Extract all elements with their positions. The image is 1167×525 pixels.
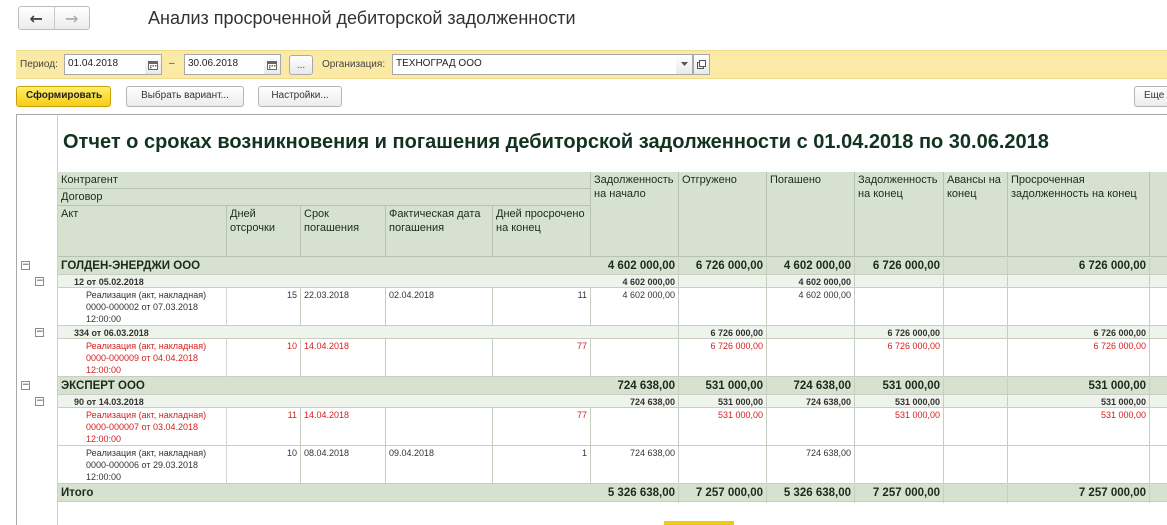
organization-open-button[interactable] [693,54,710,75]
cell-overdue-days: 11 [493,288,591,326]
cell-act: ГОЛДЕН-ЭНЕРДЖИ ООО [61,260,201,272]
period-label: Период: [20,59,58,70]
table-row-contract[interactable] [17,326,1167,339]
header-actual-date: Фактическая дата погашения [386,206,493,257]
cell-debt-end: 6 726 000,00 [855,339,944,377]
choose-variant-button[interactable]: Выбрать вариант... [126,86,244,107]
cell-due-date: 14.04.2018 [301,408,386,446]
table-row[interactable] [17,446,1167,484]
cell-shipped: 7 257 000,00 [679,485,767,503]
header-contractor: Контрагент [58,172,591,189]
cell-overdue-end: 6 726 000,00 [1008,339,1150,377]
navigation-buttons [18,6,90,30]
cell-debt-end: 531 000,00 [855,395,944,408]
organization-field[interactable]: ТЕХНОГРАД ООО [392,54,678,75]
cell-paid: 5 326 638,00 [767,485,855,503]
header-paid: Погашено [767,172,855,257]
cell-act: 334 от 06.03.2018 [74,328,149,338]
header-filler [1150,172,1167,257]
period-select-button[interactable]: ... [289,55,313,75]
cell-debt-end: 6 726 000,00 [855,258,944,276]
cell-act: 90 от 14.03.2018 [74,397,144,407]
cell-overdue-end: 7 257 000,00 [1008,485,1150,503]
header-advances-end: Авансы на конец [944,172,1008,257]
header-contract: Договор [58,189,591,206]
table-row[interactable] [17,408,1167,446]
cell-shipped [679,288,767,326]
open-window-icon [697,60,706,69]
cell-due-date: 22.03.2018 [301,288,386,326]
cell-shipped: 6 726 000,00 [679,339,767,377]
cell-actual-date [386,339,493,377]
cell-debt-start: 4 602 000,00 [591,258,679,276]
filter-panel [16,50,1167,79]
cell-advances-end [944,485,1008,503]
date-to-calendar-button[interactable] [264,54,281,75]
collapse-icon[interactable]: − [22,260,30,270]
cell-shipped [679,275,767,288]
cell-debt-start: 724 638,00 [591,378,679,396]
scroll-indicator [664,521,734,525]
cell-overdue-days: 77 [493,408,591,446]
cell-paid: 4 602 000,00 [767,288,855,326]
arrow-left-icon: ← [29,8,43,28]
cell-deferral-days: 15 [227,288,301,326]
cell-act: Реализация (акт, накладная) 0000-000002 от 07.03.2018 12:00:00 [83,288,227,326]
forward-button[interactable] [55,7,90,29]
cell-overdue-days: 77 [493,339,591,377]
date-separator: – [169,58,175,69]
cell-debt-end [855,446,944,484]
cell-overdue-end [1008,275,1150,288]
cell-debt-end: 531 000,00 [855,408,944,446]
header-debt-end: Задолженность на конец [855,172,944,257]
header-shipped: Отгружено [679,172,767,257]
cell-paid: 724 638,00 [767,395,855,408]
cell-advances-end [944,326,1008,339]
cell-paid: 4 602 000,00 [767,258,855,276]
cell-debt-start: 724 638,00 [591,395,679,408]
cell-shipped: 531 000,00 [679,395,767,408]
cell-advances-end [944,275,1008,288]
cell-shipped [679,446,767,484]
cell-advances-end [944,288,1008,326]
cell-debt-start: 4 602 000,00 [591,275,679,288]
cell-overdue-end: 6 726 000,00 [1008,326,1150,339]
cell-overdue-end: 6 726 000,00 [1008,258,1150,276]
cell-debt-end [855,275,944,288]
more-button[interactable]: Еще [1134,86,1167,107]
cell-paid: 4 602 000,00 [767,275,855,288]
collapse-icon[interactable]: − [36,327,44,337]
date-to-field[interactable]: 30.06.2018 [184,54,268,75]
chevron-down-icon [681,62,688,67]
cell-debt-end [855,288,944,326]
cell-debt-start [591,339,679,377]
title-bar [0,0,1167,42]
cell-overdue-end: 531 000,00 [1008,395,1150,408]
collapse-icon[interactable]: − [36,276,44,286]
cell-due-date: 08.04.2018 [301,446,386,484]
header-deferral-days: Дней отсрочки [227,206,301,257]
cell-paid: 724 638,00 [767,446,855,484]
cell-advances-end [944,395,1008,408]
header-due-date: Срок погашения [301,206,386,257]
cell-deferral-days: 11 [227,408,301,446]
collapse-icon[interactable]: − [36,396,44,406]
table-row[interactable] [17,339,1167,377]
cell-debt-start: 5 326 638,00 [591,485,679,503]
cell-advances-end [944,378,1008,396]
table-row-contract[interactable] [17,395,1167,408]
cell-shipped: 531 000,00 [679,378,767,396]
table-row[interactable] [17,288,1167,326]
cell-paid [767,408,855,446]
table-row-contract[interactable] [17,275,1167,288]
back-button[interactable] [19,7,55,29]
cell-paid: 724 638,00 [767,378,855,396]
collapse-icon[interactable]: − [22,380,30,390]
cell-act: Реализация (акт, накладная) 0000-000007 от 03.04.2018 12:00:00 [83,408,227,446]
cell-debt-start [591,408,679,446]
organization-label: Организация: [322,59,386,70]
cell-advances-end [944,408,1008,446]
table-row-group[interactable] [17,377,1167,395]
cell-debt-end: 7 257 000,00 [855,485,944,503]
calendar-icon [148,60,158,70]
settings-button[interactable]: Настройки... [258,86,342,107]
cell-advances-end [944,258,1008,276]
cell-act: Итого [61,487,94,499]
cell-actual-date: 09.04.2018 [386,446,493,484]
cell-actual-date [386,408,493,446]
header-act: Акт [58,206,227,257]
cell-act: 12 от 05.02.2018 [74,277,144,287]
cell-advances-end [944,339,1008,377]
cell-debt-start: 724 638,00 [591,446,679,484]
cell-actual-date: 02.04.2018 [386,288,493,326]
cell-overdue-days: 1 [493,446,591,484]
cell-deferral-days: 10 [227,339,301,377]
calendar-icon [267,60,277,70]
report-title: Отчет о сроках возникновения и погашения дебиторской задолженности с 01.04.2018 по 30.06.2018 [63,131,1049,153]
cell-shipped: 531 000,00 [679,408,767,446]
cell-debt-end: 6 726 000,00 [855,326,944,339]
cell-deferral-days: 10 [227,446,301,484]
cell-overdue-end [1008,288,1150,326]
cell-due-date: 14.04.2018 [301,339,386,377]
window-title: Анализ просроченной дебиторской задолженности [148,8,576,28]
header-debt-start: Задолженность на начало [591,172,679,257]
cell-advances-end [944,446,1008,484]
report-area[interactable] [16,114,1167,525]
cell-shipped: 6 726 000,00 [679,258,767,276]
cell-act: Реализация (акт, накладная) 0000-000009 от 04.04.2018 12:00:00 [83,339,227,377]
cell-debt-start [591,326,679,339]
cell-overdue-end: 531 000,00 [1008,378,1150,396]
table-row-group[interactable] [17,257,1167,275]
cell-debt-start: 4 602 000,00 [591,288,679,326]
cell-debt-end: 531 000,00 [855,378,944,396]
cell-overdue-end [1008,446,1150,484]
organization-dropdown-button[interactable] [676,54,693,75]
arrow-right-icon: → [65,8,79,28]
date-from-field[interactable]: 01.04.2018 [64,54,148,75]
report-table [17,115,1167,525]
table-row-group[interactable] [17,484,1167,502]
cell-shipped: 6 726 000,00 [679,326,767,339]
cell-act: ЭКСПЕРТ ООО [61,380,145,392]
cell-act: Реализация (акт, накладная) 0000-000006 от 29.03.2018 12:00:00 [83,446,227,484]
header-overdue-end: Просроченная задолженность на конец [1008,172,1150,257]
cell-overdue-end: 531 000,00 [1008,408,1150,446]
generate-button[interactable]: Сформировать [16,86,111,107]
date-from-calendar-button[interactable] [145,54,162,75]
cell-paid [767,326,855,339]
header-overdue-days: Дней просрочено на конец [493,206,591,257]
cell-paid [767,339,855,377]
